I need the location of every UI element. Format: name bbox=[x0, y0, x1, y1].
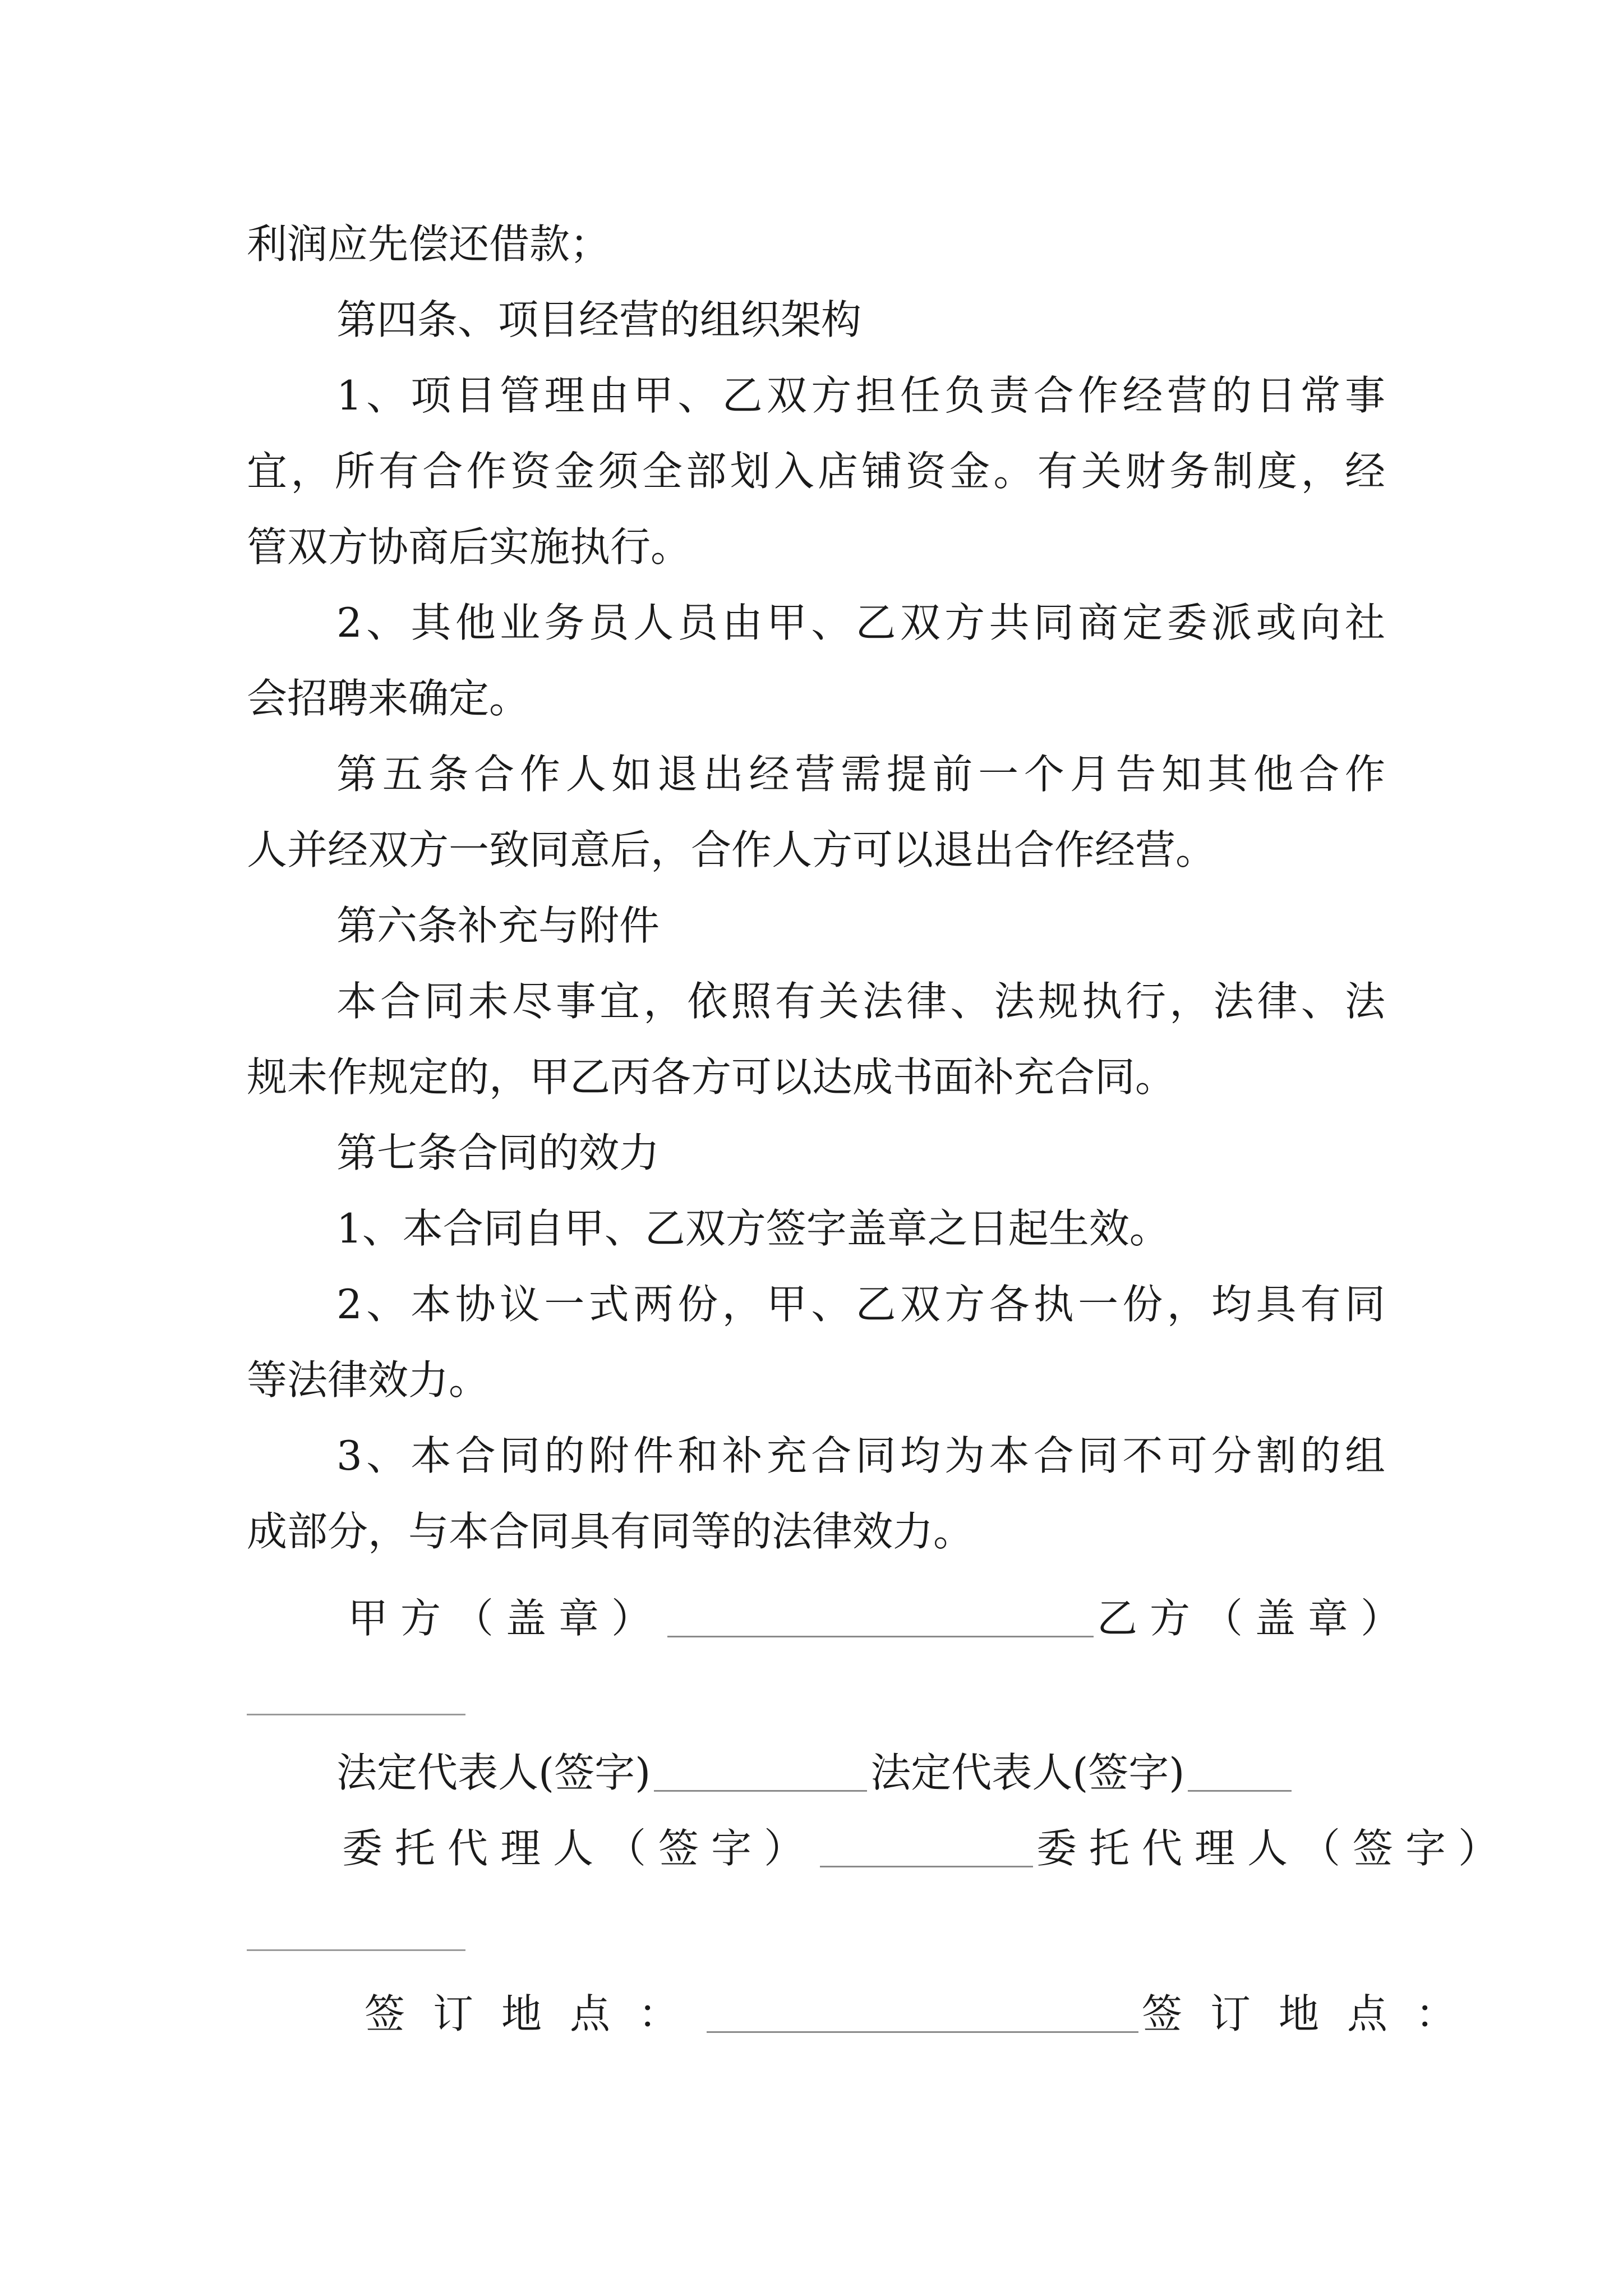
place-a-blank bbox=[707, 1991, 1138, 2033]
seal-row bbox=[348, 1590, 1413, 1646]
party-b-seal-label: 乙方（盖章） bbox=[1097, 1595, 1414, 1642]
paragraph-line: 管双方协商后实施执行。 bbox=[247, 523, 691, 570]
paragraph-line: 2、本协议一式两份，甲、乙双方各执一份，均具有同 bbox=[336, 1281, 1385, 1328]
agent-b-blank bbox=[247, 1949, 465, 1951]
party-b-seal-blank bbox=[247, 1714, 465, 1715]
legal-rep-a-label: 法定代表人(签字) bbox=[336, 1749, 651, 1796]
section-heading-4: 第四条、项目经营的组织架构 bbox=[336, 296, 862, 343]
place-a-label: 签订地点： bbox=[365, 1990, 707, 2037]
paragraph-line: 1、项目管理由甲、乙双方担任负责合作经营的日常事 bbox=[336, 372, 1385, 419]
paragraph-line: 人并经双方一致同意后，合作人方可以退出合作经营。 bbox=[247, 826, 1216, 873]
paragraph-line: 2、其他业务员人员由甲、乙双方共同商定委派或向社 bbox=[336, 599, 1385, 646]
paragraph-line: 1、本合同自甲、乙双方签字盖章之日起生效。 bbox=[336, 1205, 1170, 1252]
agent-a-blank bbox=[820, 1825, 1033, 1867]
paragraph-line: 本合同未尽事宜，依照有关法律、法规执行，法律、法 bbox=[336, 978, 1385, 1025]
agent-a-label: 委托代理人（签字） bbox=[342, 1825, 817, 1872]
legal-rep-b-blank bbox=[1188, 1750, 1292, 1792]
paragraph-line: 第五条合作人如退出经营需提前一个月告知其他合作 bbox=[336, 751, 1385, 798]
party-a-seal-blank bbox=[667, 1595, 1094, 1637]
paragraph-line: 等法律效力。 bbox=[247, 1356, 490, 1404]
legal-rep-a-blank bbox=[654, 1750, 867, 1792]
place-row bbox=[365, 1986, 1484, 2042]
legal-rep-b-label: 法定代表人(签字) bbox=[870, 1749, 1185, 1796]
paragraph-line: 3、本合同的附件和补充合同均为本合同不可分割的组 bbox=[336, 1432, 1385, 1479]
paragraph-line: 规未作规定的，甲乙丙各方可以达成书面补充合同。 bbox=[247, 1053, 1176, 1101]
paragraph-line: 宜，所有合作资金须全部划入店铺资金。有关财务制度，经 bbox=[247, 448, 1385, 495]
party-a-seal-label: 甲方（盖章） bbox=[348, 1595, 665, 1642]
legal-rep-row bbox=[336, 1745, 1292, 1801]
agent-row bbox=[342, 1820, 1511, 1876]
paragraph-line: 利润应先偿还借款； bbox=[247, 220, 611, 268]
agent-b-label: 委托代理人（签字） bbox=[1036, 1825, 1511, 1872]
paragraph-line: 会招聘来确定。 bbox=[247, 675, 530, 722]
paragraph-line: 成部分，与本合同具有同等的法律效力。 bbox=[247, 1508, 974, 1555]
place-b-label: 签订地点： bbox=[1142, 1990, 1484, 2037]
section-heading-6: 第六条补充与附件 bbox=[336, 902, 660, 949]
section-heading-7: 第七条合同的效力 bbox=[336, 1129, 660, 1176]
